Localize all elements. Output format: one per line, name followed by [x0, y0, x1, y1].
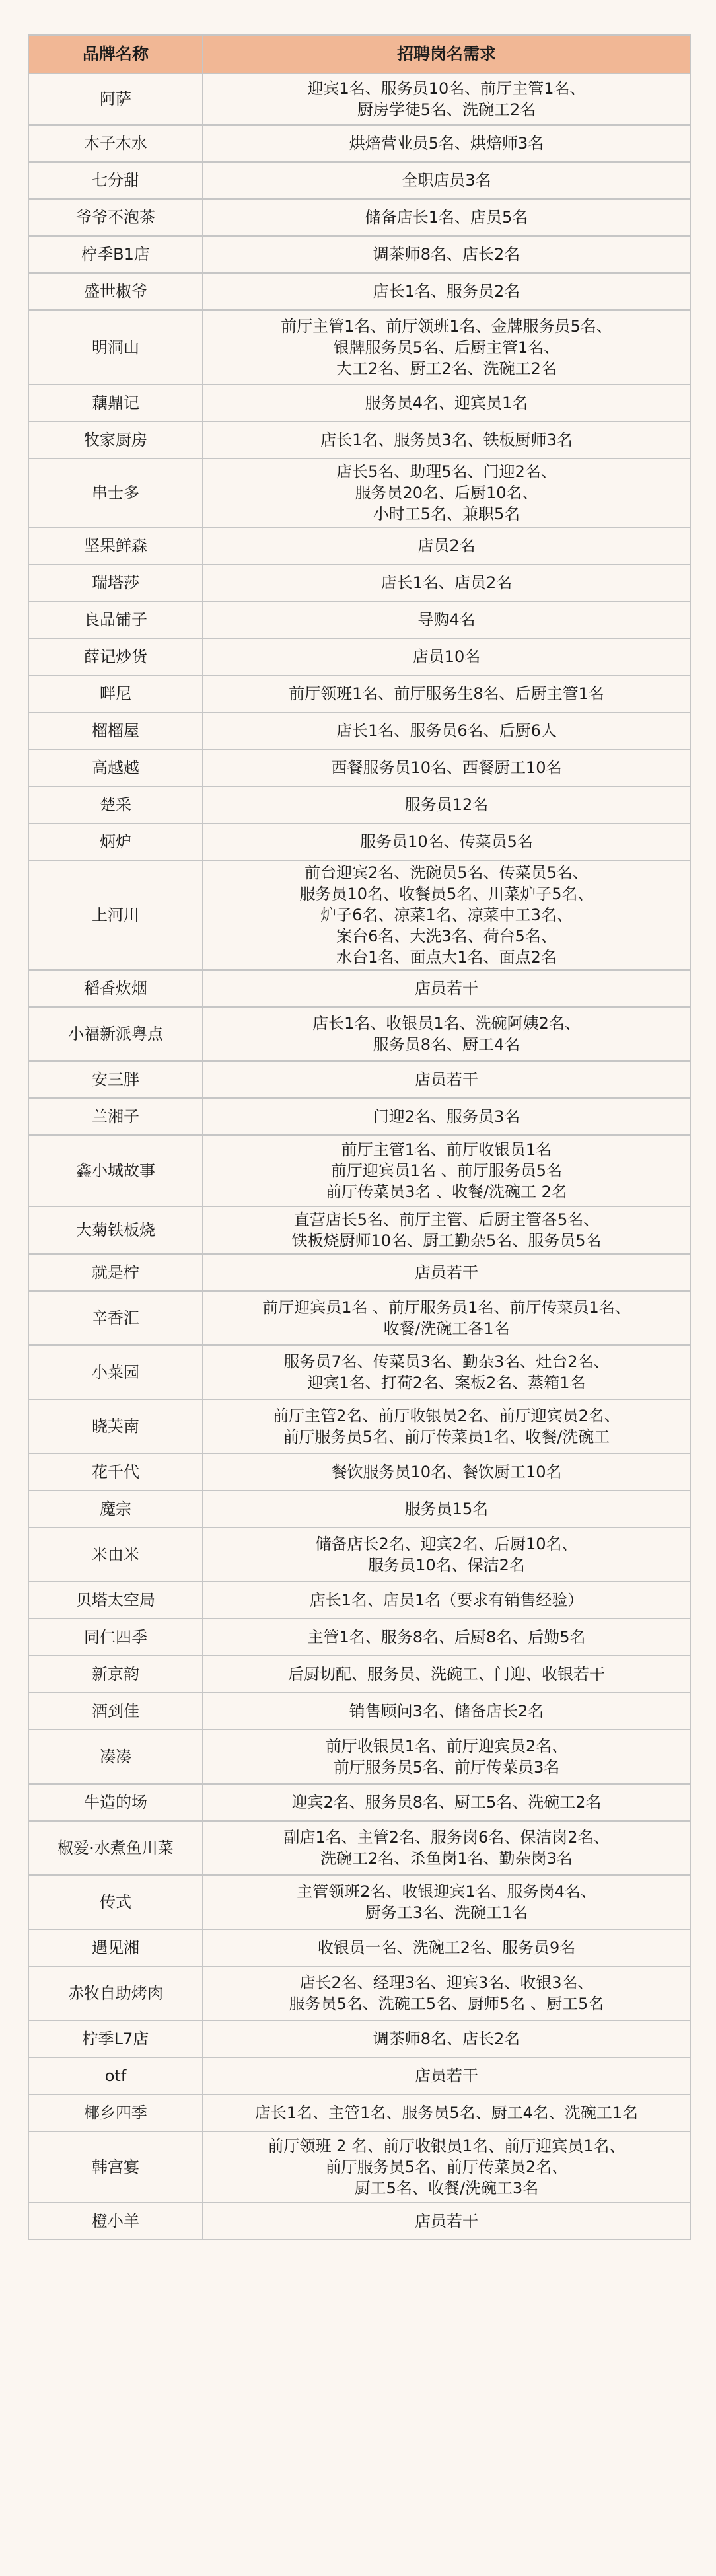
- needs-line: 门迎2名、服务员3名: [373, 1107, 520, 1126]
- needs-cell: [203, 199, 690, 236]
- table-row: [28, 1582, 690, 1619]
- table-row: [28, 1656, 690, 1693]
- table-row: [28, 1007, 690, 1061]
- needs-line: 收餐/洗碗工各1名: [383, 1319, 510, 1338]
- needs-cell: [203, 2020, 690, 2057]
- needs-line: 前厅主管2名、前厅收银员2名、前厅迎宾员2名、: [273, 1407, 620, 1425]
- needs-cell: [203, 970, 690, 1007]
- needs-line: 水台1名、面点大1名、面点2名: [336, 948, 557, 967]
- needs-line: 储备店长2名、迎宾2名、后厨10名、: [315, 1535, 578, 1553]
- needs-line: 大工2名、厨工2名、洗碗工2名: [336, 359, 557, 378]
- table-row: [28, 1254, 690, 1291]
- needs-line: 前厅服务员5名、前厅传菜员2名、: [325, 2158, 568, 2176]
- recruitment-table: [28, 34, 691, 2240]
- table-row: [28, 199, 690, 236]
- table-row: [28, 1291, 690, 1345]
- needs-line: 店长1名、主管1名、服务员5名、厨工4名、洗碗工1名: [254, 2104, 639, 2122]
- brand-cell: 同仁四季: [28, 1619, 203, 1656]
- header-brand: 品牌名称: [28, 35, 203, 73]
- needs-line: 铁板烧厨师10名、厨工勤杂5名、服务员5名: [291, 1232, 602, 1250]
- needs-line: 小时工5名、兼职5名: [373, 505, 520, 523]
- needs-line: 服务员5名、洗碗工5名、厨师5名 、厨工5名: [289, 1995, 604, 2013]
- brand-cell: 橙小羊: [28, 2203, 203, 2240]
- needs-cell: [203, 1061, 690, 1098]
- needs-line: 前厅领班1名、前厅服务生8名、后厨主管1名: [289, 684, 604, 703]
- brand-cell: 阿萨: [28, 73, 203, 125]
- table-row: [28, 1693, 690, 1730]
- brand-cell: 贝塔太空局: [28, 1582, 203, 1619]
- table-row: [28, 601, 690, 638]
- needs-cell: [203, 73, 690, 125]
- needs-line: 洗碗工2名、杀鱼岗1名、勤杂岗3名: [320, 1849, 573, 1868]
- needs-cell: [203, 1007, 690, 1061]
- needs-cell: [203, 2057, 690, 2094]
- needs-line: 迎宾2名、服务员8名、厨工5名、洗碗工2名: [291, 1793, 602, 1812]
- needs-line: 主管领班2名、收银迎宾1名、服务岗4名、: [297, 1882, 596, 1901]
- table-row: [28, 1730, 690, 1784]
- needs-cell: [203, 675, 690, 712]
- brand-cell: 串士多: [28, 459, 203, 527]
- brand-cell: 赤牧自助烤肉: [28, 1966, 203, 2020]
- needs-line: 调茶师8名、店长2名: [373, 2030, 520, 2048]
- table-row: [28, 2057, 690, 2094]
- brand-cell: 凑凑: [28, 1730, 203, 1784]
- brand-cell: 炳炉: [28, 823, 203, 860]
- needs-cell: [203, 236, 690, 273]
- brand-cell: 安三胖: [28, 1061, 203, 1098]
- needs-line: 前厅传菜员3名 、收餐/洗碗工 2名: [326, 1183, 567, 1201]
- needs-line: 店员若干: [415, 2067, 478, 2085]
- brand-cell: 盛世椒爷: [28, 273, 203, 310]
- brand-cell: 大菊铁板烧: [28, 1206, 203, 1254]
- needs-cell: [203, 1135, 690, 1206]
- table-body: [28, 73, 690, 2240]
- table-row: [28, 860, 690, 970]
- brand-cell: 酒到佳: [28, 1693, 203, 1730]
- needs-cell: [203, 385, 690, 422]
- needs-line: 前厅服务员5名、前厅传菜员3名: [333, 1758, 560, 1777]
- needs-line: 前厅主管1名、前厅领班1名、金牌服务员5名、: [281, 316, 612, 336]
- brand-cell: 藕鼎记: [28, 385, 203, 422]
- needs-cell: [203, 1399, 690, 1454]
- needs-cell: [203, 823, 690, 860]
- brand-cell: 椒爱·水煮鱼川菜: [28, 1821, 203, 1875]
- needs-line: 直营店长5名、前厅主管、后厨主管各5名、: [293, 1210, 600, 1229]
- needs-line: 服务员15名: [404, 1500, 489, 1518]
- table-row: [28, 2020, 690, 2057]
- table-row: [28, 2203, 690, 2240]
- needs-cell: [203, 1527, 690, 1582]
- brand-cell: 明洞山: [28, 310, 203, 385]
- brand-cell: 韩宫宴: [28, 2131, 203, 2203]
- brand-cell: 牧家厨房: [28, 422, 203, 459]
- table-row: [28, 1135, 690, 1206]
- brand-cell: 良品铺子: [28, 601, 203, 638]
- table-row: [28, 970, 690, 1007]
- brand-cell: 爷爷不泡茶: [28, 199, 203, 236]
- needs-line: 店长1名、服务员6名、后厨6人: [336, 721, 557, 740]
- needs-cell: [203, 1454, 690, 1490]
- table-row: [28, 1098, 690, 1135]
- needs-cell: [203, 786, 690, 823]
- needs-line: 店员若干: [415, 2212, 478, 2230]
- needs-cell: [203, 1254, 690, 1291]
- needs-line: 服务员8名、厨工4名: [373, 1035, 520, 1054]
- table-row: [28, 638, 690, 675]
- needs-cell: [203, 749, 690, 786]
- brand-cell: 高越越: [28, 749, 203, 786]
- needs-line: 服务员10名、传菜员5名: [360, 832, 533, 851]
- needs-line: 前厅迎宾员1名 、前厅服务员5名: [330, 1161, 563, 1180]
- needs-line: 调茶师8名、店长2名: [373, 245, 520, 264]
- needs-line: 西餐服务员10名、西餐厨工10名: [331, 758, 562, 777]
- brand-cell: 瑞塔莎: [28, 564, 203, 601]
- table-row: [28, 1821, 690, 1875]
- brand-cell: 楚采: [28, 786, 203, 823]
- needs-line: 店员若干: [415, 979, 478, 998]
- needs-cell: [203, 459, 690, 527]
- needs-line: 全职店员3名: [402, 171, 491, 190]
- table-row: [28, 564, 690, 601]
- needs-line: 服务员12名: [404, 795, 489, 814]
- brand-cell: 米由米: [28, 1527, 203, 1582]
- needs-cell: [203, 1656, 690, 1693]
- needs-line: 店员若干: [415, 1263, 478, 1282]
- table-row: [28, 1875, 690, 1929]
- brand-cell: 上河川: [28, 860, 203, 970]
- needs-line: 厨务工3名、洗碗工1名: [365, 1903, 528, 1922]
- table-row: [28, 1784, 690, 1821]
- brand-cell: 畔尼: [28, 675, 203, 712]
- needs-cell: [203, 1821, 690, 1875]
- needs-cell: [203, 1206, 690, 1254]
- needs-line: 餐饮服务员10名、餐饮厨工10名: [331, 1463, 562, 1481]
- needs-cell: [203, 125, 690, 162]
- needs-line: 银牌服务员5名、后厨主管1名、: [333, 338, 560, 357]
- brand-cell: 七分甜: [28, 162, 203, 199]
- needs-line: 前厅领班 2 名、前厅收银员1名、前厅迎宾员1名、: [268, 2137, 626, 2155]
- needs-cell: [203, 601, 690, 638]
- table-row: [28, 1206, 690, 1254]
- needs-cell: [203, 1784, 690, 1821]
- table-row: [28, 236, 690, 273]
- brand-cell: 榴榴屋: [28, 712, 203, 749]
- table-row: [28, 1490, 690, 1527]
- brand-cell: 椰乡四季: [28, 2094, 203, 2131]
- needs-line: 导购4名: [417, 610, 476, 629]
- needs-cell: [203, 527, 690, 564]
- needs-line: 前厅服务员5名、前厅传菜员1名、收餐/洗碗工: [283, 1428, 610, 1446]
- table-row: [28, 73, 690, 125]
- table-row: [28, 712, 690, 749]
- needs-line: 店长2名、经理3名、迎宾3名、收银3名、: [299, 1973, 594, 1992]
- needs-cell: [203, 2131, 690, 2203]
- needs-line: 炉子6名、凉菜1名、凉菜中工3名、: [320, 906, 573, 924]
- needs-line: 前厅主管1名、前厅收银员1名: [341, 1140, 552, 1159]
- brand-cell: 柠季B1店: [28, 236, 203, 273]
- needs-line: 前厅迎宾员1名 、前厅服务员1名、前厅传菜员1名、: [262, 1298, 631, 1317]
- table-row: [28, 162, 690, 199]
- brand-cell: 小福新派粤点: [28, 1007, 203, 1061]
- table-row: [28, 2131, 690, 2203]
- table-row: [28, 1061, 690, 1098]
- table-row: [28, 459, 690, 527]
- brand-cell: 薛记炒货: [28, 638, 203, 675]
- needs-line: 店员10名: [412, 647, 481, 666]
- brand-cell: 兰湘子: [28, 1098, 203, 1135]
- needs-cell: [203, 1730, 690, 1784]
- table-row: [28, 1527, 690, 1582]
- needs-line: 服务员7名、传菜员3名、勤杂3名、灶台2名、: [283, 1352, 610, 1371]
- needs-cell: [203, 1582, 690, 1619]
- needs-line: 服务员20名、后厨10名、: [355, 484, 538, 502]
- needs-line: 副店1名、主管2名、服务岗6名、保洁岗2名、: [283, 1828, 610, 1847]
- table-row: [28, 1399, 690, 1454]
- table-row: [28, 422, 690, 459]
- needs-line: 服务员4名、迎宾员1名: [365, 394, 528, 412]
- table-row: [28, 823, 690, 860]
- table-row: [28, 675, 690, 712]
- needs-line: 迎宾1名、服务员10名、前厅主管1名、: [307, 79, 586, 98]
- needs-cell: [203, 1619, 690, 1656]
- needs-line: 店长1名、店员2名: [380, 573, 513, 592]
- brand-cell: 木子木水: [28, 125, 203, 162]
- needs-line: 店长1名、收银员1名、洗碗阿姨2名、: [312, 1014, 581, 1033]
- needs-cell: [203, 564, 690, 601]
- table-row: [28, 527, 690, 564]
- brand-cell: 魔宗: [28, 1490, 203, 1527]
- needs-line: 销售顾问3名、储备店长2名: [349, 1702, 544, 1720]
- needs-line: 迎宾1名、打荷2名、案板2名、蒸箱1名: [307, 1374, 586, 1392]
- needs-cell: [203, 860, 690, 970]
- needs-line: 服务员10名、收餐员5名、川菜炉子5名、: [299, 885, 594, 903]
- brand-cell: 辛香汇: [28, 1291, 203, 1345]
- needs-cell: [203, 1929, 690, 1966]
- needs-line: 前厅收银员1名、前厅迎宾员2名、: [325, 1737, 568, 1755]
- needs-line: 收银员一名、洗碗工2名、服务员9名: [317, 1938, 576, 1957]
- needs-line: 主管1名、服务8名、后厨8名、后勤5名: [307, 1628, 586, 1646]
- brand-cell: 柠季L7店: [28, 2020, 203, 2057]
- needs-cell: [203, 638, 690, 675]
- table-row: [28, 1454, 690, 1490]
- header-needs: 招聘岗名需求: [203, 35, 690, 73]
- brand-cell: 小菜园: [28, 1345, 203, 1399]
- brand-cell: 传式: [28, 1875, 203, 1929]
- needs-line: 厨工5名、收餐/洗碗工3名: [354, 2179, 539, 2197]
- brand-cell: 鑫小城故事: [28, 1135, 203, 1206]
- needs-line: 后厨切配、服务员、洗碗工、门迎、收银若干: [288, 1665, 605, 1683]
- table-row: [28, 1966, 690, 2020]
- brand-cell: 新京韵: [28, 1656, 203, 1693]
- brand-cell: 坚果鲜森: [28, 527, 203, 564]
- brand-cell: 花千代: [28, 1454, 203, 1490]
- header-row: [28, 35, 690, 73]
- needs-cell: [203, 712, 690, 749]
- table-row: [28, 786, 690, 823]
- brand-cell: 就是柠: [28, 1254, 203, 1291]
- needs-line: 前台迎宾2名、洗碗员5名、传菜员5名、: [304, 864, 589, 882]
- table-row: [28, 1619, 690, 1656]
- needs-cell: [203, 2203, 690, 2240]
- brand-cell: otf: [28, 2057, 203, 2094]
- needs-cell: [203, 273, 690, 310]
- needs-cell: [203, 1875, 690, 1929]
- table-row: [28, 385, 690, 422]
- needs-line: 服务员10名、保洁2名: [368, 1556, 525, 1574]
- needs-line: 店长1名、服务员2名: [373, 282, 520, 301]
- table-row: [28, 125, 690, 162]
- needs-line: 厨房学徒5名、洗碗工2名: [357, 100, 536, 119]
- needs-cell: [203, 1490, 690, 1527]
- table-row: [28, 310, 690, 385]
- needs-cell: [203, 422, 690, 459]
- table-row: [28, 273, 690, 310]
- needs-cell: [203, 1345, 690, 1399]
- brand-cell: 稻香炊烟: [28, 970, 203, 1007]
- brand-cell: 遇见湘: [28, 1929, 203, 1966]
- needs-cell: [203, 162, 690, 199]
- table-row: [28, 749, 690, 786]
- table-row: [28, 1929, 690, 1966]
- needs-cell: [203, 1966, 690, 2020]
- needs-cell: [203, 1291, 690, 1345]
- table-row: [28, 2094, 690, 2131]
- needs-line: 店员若干: [415, 1070, 478, 1089]
- needs-line: 案台6名、大洗3名、荷台5名、: [336, 927, 557, 945]
- needs-line: 店员2名: [417, 536, 476, 555]
- needs-line: 店长1名、店员1名（要求有销售经验）: [309, 1591, 584, 1609]
- needs-cell: [203, 2094, 690, 2131]
- brand-cell: 晓芙南: [28, 1399, 203, 1454]
- table-row: [28, 1345, 690, 1399]
- needs-cell: [203, 1098, 690, 1135]
- needs-line: 店长1名、服务员3名、铁板厨师3名: [320, 431, 573, 449]
- needs-line: 储备店长1名、店员5名: [365, 208, 528, 227]
- needs-cell: [203, 310, 690, 385]
- needs-cell: [203, 1693, 690, 1730]
- needs-line: 烘焙营业员5名、烘焙师3名: [349, 134, 544, 153]
- needs-line: 店长5名、助理5名、门迎2名、: [336, 462, 557, 481]
- brand-cell: 牛造的场: [28, 1784, 203, 1821]
